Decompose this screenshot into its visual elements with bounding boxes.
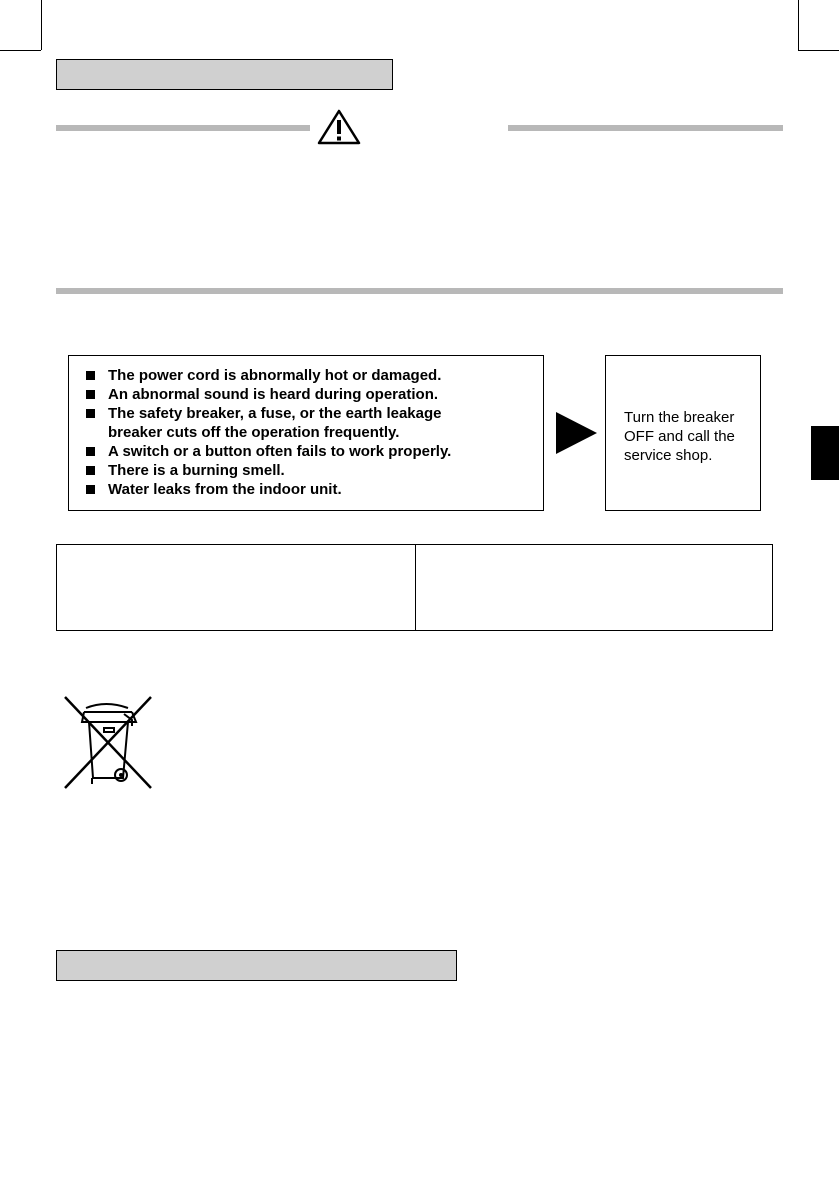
info-table-cell-left: [57, 545, 416, 630]
action-box: [605, 355, 761, 511]
page-edge-tab: [811, 426, 839, 480]
info-table: [56, 544, 773, 631]
crop-mark-top-left-v: [41, 0, 42, 50]
bullet-square-icon: [86, 485, 95, 494]
bullet-square-icon: [86, 466, 95, 475]
symptoms-box: [68, 355, 544, 511]
bullet-square-icon: [86, 371, 95, 380]
section-header-box: [56, 59, 393, 90]
crop-mark-top-right-v: [798, 0, 799, 50]
warning-rule-left: [56, 125, 310, 131]
info-table-cell-right: [415, 545, 772, 630]
crop-mark-top-left-h: [0, 50, 41, 51]
section-header-box-2: [56, 950, 457, 981]
section-divider-rule: [56, 288, 783, 294]
symptom-item: An abnormal sound is heard during operation.: [84, 385, 473, 404]
bullet-square-icon: [86, 390, 95, 399]
symptom-item: The power cord is abnormally hot or damaged.: [84, 366, 473, 385]
bullet-square-icon: [86, 409, 95, 418]
symptoms-list: [84, 366, 473, 499]
arrow-right-icon: [556, 412, 598, 454]
warning-rule-right: [508, 125, 783, 131]
warning-triangle-icon: [316, 108, 362, 146]
symptom-item: There is a burning smell.: [84, 461, 473, 480]
symptom-item: Water leaks from the indoor unit.: [84, 480, 473, 499]
symptom-item: The safety breaker, a fuse, or the earth leakage breaker cuts off the operation frequently.: [84, 404, 473, 442]
crossed-out-wheelie-bin-icon: [62, 694, 156, 792]
crop-mark-top-right-h: [798, 50, 839, 51]
bullet-square-icon: [86, 447, 95, 456]
symptom-item: A switch or a button often fails to work properly.: [84, 442, 473, 461]
action-text: Turn the breaker OFF and call the service shop.: [624, 409, 735, 464]
